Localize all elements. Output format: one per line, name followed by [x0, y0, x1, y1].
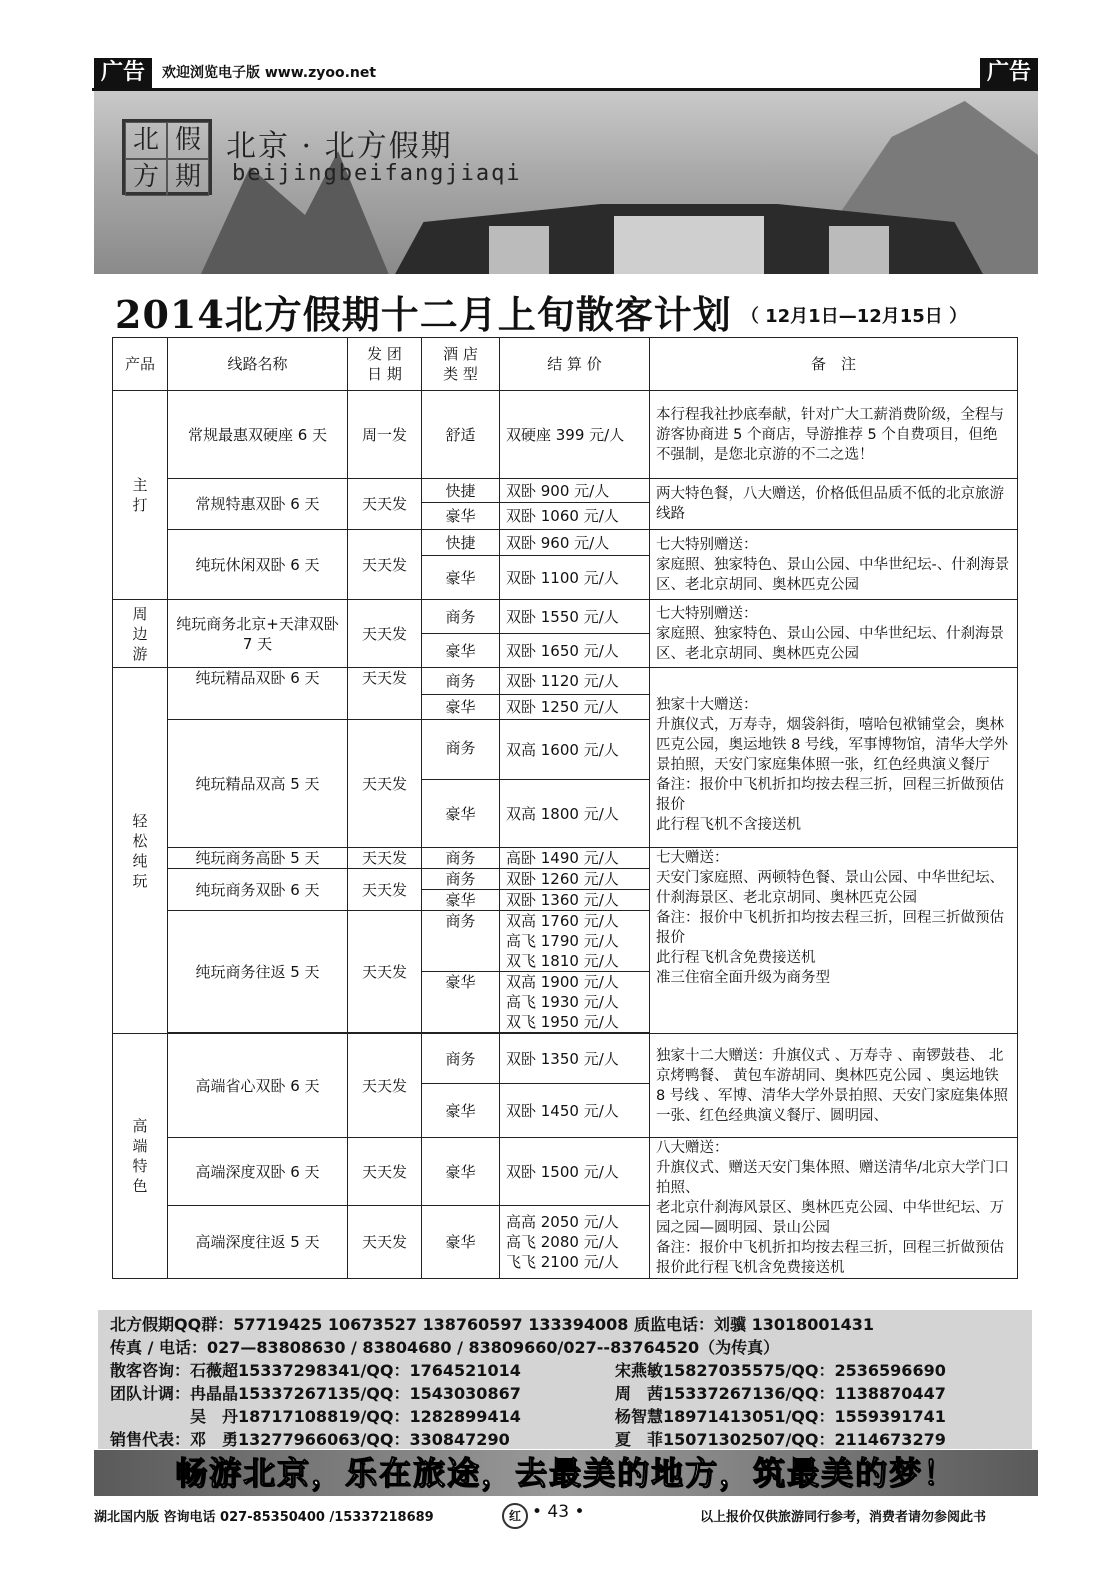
page-number: • 43 • — [532, 1502, 585, 1522]
col-hotel: 酒 店 类 型 — [422, 338, 500, 391]
brand-name: 北京 · 北方假期 — [226, 129, 453, 164]
table-row: 纯玩休闲双卧 6 天 天天发 快捷 双卧 960 元/人 七大特别赠送： 家庭照、独家特色、景山公园、中华世纪坛-、什刹海景区、老北京胡同、奥林匹克公园 — [113, 530, 1018, 556]
brand-pinyin: beijingbeifangjiaqi — [232, 161, 522, 186]
banner — [94, 91, 1038, 274]
contact-entry: 吴 丹18717108819/QQ：1282899414 — [110, 1407, 521, 1426]
category-cell: 主 打 — [113, 391, 168, 600]
table-row: 高端深度往返 5 天 天天发 豪华 高高 2050 元/人 高飞 2080 元/人 飞飞 2100 元/人 — [113, 1206, 1018, 1279]
table-row: 豪华 双卧 1250 元/人 — [113, 695, 1018, 720]
ad-tag-left: 广告 — [94, 58, 152, 88]
table-row: 轻 松 纯 玩 纯玩精品双卧 6 天 天天发 商务 双卧 1120 元/人 独家十大赠送： 升旗仪式，万寿寺，烟袋斜街，嘻哈包袱铺堂会，奥林匹克公园，奥运地铁 8 号线，军事博物馆，清华大学外景拍照，天安门家庭集体照一张，红色经典演义餐厅 备注：报价中飞机折扣均按去程三折，回程三折做预估报价 此行程飞机不含接送机 — [113, 668, 1018, 695]
table-row: 常规特惠双卧 6 天 天天发 快捷 双卧 900 元/人 两大特色餐，八大赠送，价格低但品质不低的北京旅游线路 — [113, 479, 1018, 503]
table-row: 豪华 双卧 1360 元/人 — [113, 890, 1018, 911]
table-row: 纯玩商务双卧 6 天 天天发 商务 双卧 1260 元/人 — [113, 869, 1018, 890]
table-row: 豪华 双卧 1100 元/人 — [113, 556, 1018, 600]
table-row: 纯玩商务高卧 5 天 天天发 商务 高卧 1490 元/人 七大赠送： 天安门家庭照、两顿特色餐、景山公园、中华世纪坛、什刹海景区、老北京胡同、奥林匹克公园 备注：报价中飞机折扣均按去程三折，回程三折做预估报价 此行程飞机含免费接送机 准三住宿全面升级为商务型 — [113, 848, 1018, 869]
contact-entry: 散客咨询：石薇超15337298341/QQ：1764521014 — [110, 1361, 521, 1380]
title-range: （ 12月1日—12月15日 ） — [740, 306, 968, 327]
table-row: 周 边 游 纯玩商务北京+天津双卧 7 天 天天发 商务 双卧 1550 元/人 七大特别赠送： 家庭照、独家特色、景山公园、中华世纪坛、什刹海景区、老北京胡同、奥林匹克公园 — [113, 600, 1018, 634]
table-row: 豪华 双卧 1650 元/人 — [113, 634, 1018, 668]
category-cell: 高 端 特 色 — [113, 1034, 168, 1279]
qq-group-line: 北方假期QQ群：57719425 10673527 138760597 133394008 质监电话：刘骥 13018001431 — [110, 1315, 875, 1334]
table-row: 主 打 常规最惠双硬座 6 天 周一发 舒适 双硬座 399 元/人 本行程我社抄底奉献，针对广大工薪消费阶级，全程与游客协商进 5 个商店，导游推荐 5 个自费项目，但绝不强制，是您北京游的不二之选！ — [113, 391, 1018, 479]
col-route: 线路名称 — [168, 338, 348, 391]
contact-entry: 周 茜15337267136/QQ：1138870447 — [615, 1384, 946, 1403]
table-row: 高端深度双卧 6 天 天天发 豪华 双卧 1500 元/人 八大赠送： 升旗仪式、赠送天安门集体照、赠送清华/北京大学门口拍照、 老北京什刹海风景区、奥林匹克公园、中华世纪坛、万园之园—圆明园、景山公园 备注：报价中飞机折扣均按去程三折，回程三折做预估报价此行程飞机含免费接送机 — [113, 1138, 1018, 1206]
col-notes: 备 注 — [650, 338, 1018, 391]
contact-entry: 销售代表：邓 勇13277966063/QQ：330847290 — [110, 1430, 510, 1449]
tour-plan-table — [112, 337, 1018, 1279]
page-title — [115, 284, 968, 337]
table-header-row — [113, 338, 1018, 391]
brand-logo: 北 假 方 期 — [122, 119, 212, 195]
contact-entry: 夏 菲15071302507/QQ：2114673279 — [615, 1430, 946, 1449]
table-row: 豪华 双高 1800 元/人 — [113, 780, 1018, 848]
slogan-text: 畅游北京，乐在旅途，去最美的地方，筑最美的梦！ — [174, 1454, 957, 1492]
table-row: 高 端 特 色 高端省心双卧 6 天 天天发 商务 双卧 1350 元/人 独家十二大赠送：升旗仪式 、万寿寺 、南锣鼓巷、 北京烤鸭餐、 黄包车游胡同、奥林匹克公园 、奥运地铁 8 号线 、军博、清华大学外景拍照、天安门家庭集体照一张、红色经典演义餐厅、圆明园、 — [113, 1034, 1018, 1084]
footer-right: 以上报价仅供旅游同行参考，消费者请勿参阅此书 — [700, 1510, 987, 1525]
table-row: 豪华 双卧 1060 元/人 — [113, 503, 1018, 530]
category-cell: 周 边 游 — [113, 600, 168, 668]
table-row: 纯玩精品双高 5 天 天天发 商务 双高 1600 元/人 — [113, 720, 1018, 780]
welcome-text: 欢迎浏览电子版 www.zyoo.net — [162, 65, 377, 81]
ad-tag-right: 广告 — [980, 58, 1038, 88]
fax-line: 传真 / 电话：027—83808630 / 83804680 / 83809660/027--83764520（为传真） — [110, 1338, 780, 1357]
category-cell: 轻 松 纯 玩 — [113, 668, 168, 1034]
contact-entry: 团队计调：冉晶晶15337267135/QQ：1543030867 — [110, 1384, 521, 1403]
table-row: 纯玩商务往返 5 天 天天发 商务 双高 1760 元/人 高飞 1790 元/人 双飞 1810 元/人 — [113, 911, 1018, 972]
table-row: 豪华 双高 1900 元/人 高飞 1930 元/人 双飞 1950 元/人 — [113, 972, 1018, 1033]
footer-left: 湖北国内版 咨询电话 027-85350400 /15337218689 — [94, 1510, 434, 1525]
contact-entry: 杨智慧18971413051/QQ：1559391741 — [615, 1407, 946, 1426]
col-depart: 发 团 日 期 — [348, 338, 422, 391]
contact-entry: 宋燕敏15827035575/QQ：2536596690 — [615, 1361, 946, 1380]
slogan-banner — [94, 1450, 1038, 1496]
table-row: 豪华 双卧 1450 元/人 — [113, 1084, 1018, 1138]
col-product: 产品 — [113, 338, 168, 391]
title-main: 2014北方假期十二月上旬散客计划 — [115, 292, 732, 337]
edition-badge-icon: 红 — [502, 1503, 528, 1529]
contact-block — [98, 1310, 1032, 1449]
col-price: 结 算 价 — [500, 338, 650, 391]
